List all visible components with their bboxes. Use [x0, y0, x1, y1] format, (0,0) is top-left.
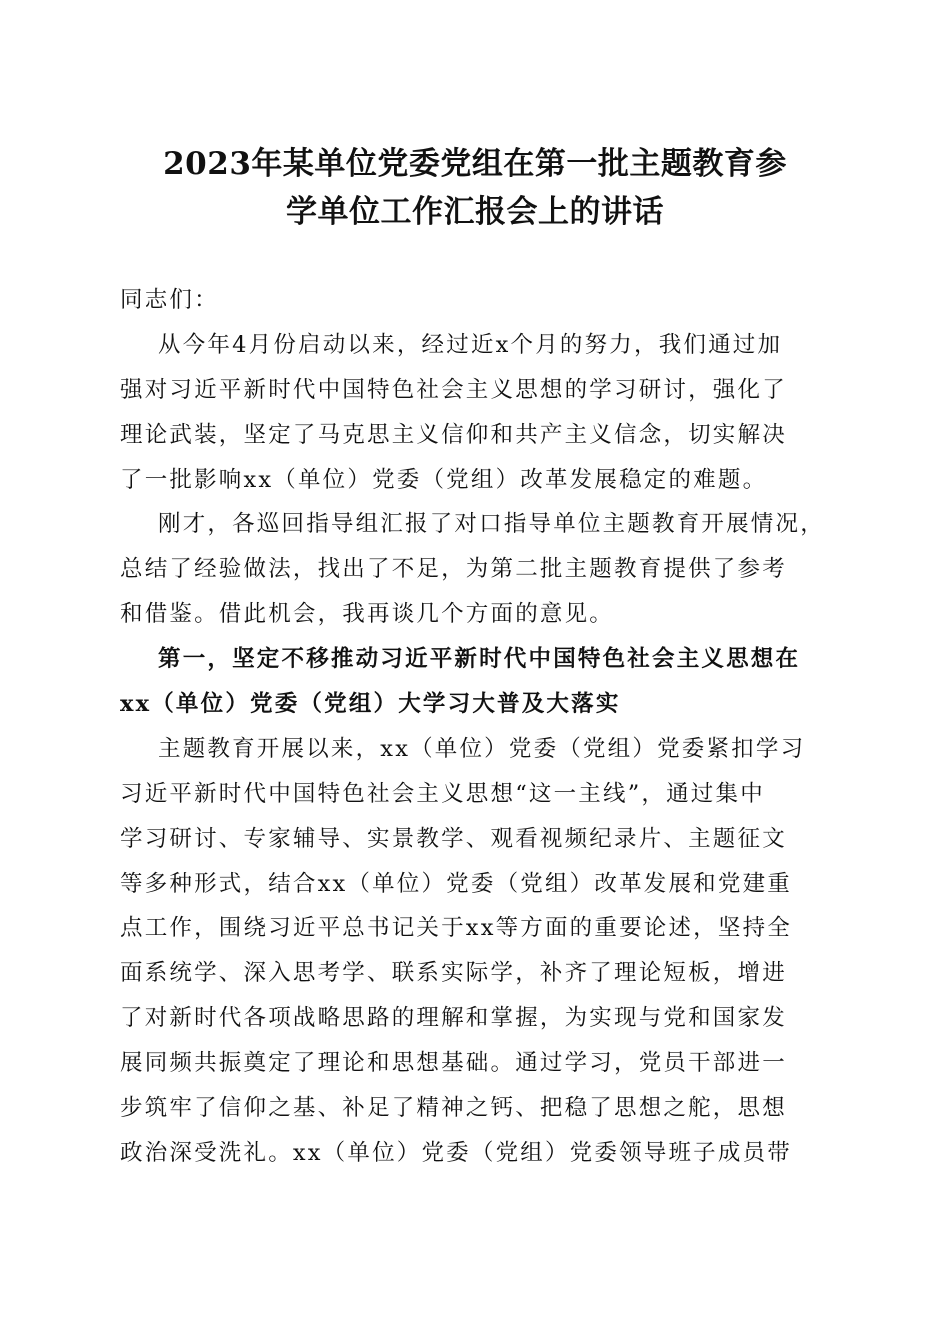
paragraph-2-line-2: 总结了经验做法，找出了不足，为第二批主题教育提供了参考 [120, 556, 787, 583]
paragraph-3-line-3: 学习研讨、专家辅导、实景教学、观看视频纪录片、主题征文 [120, 825, 787, 852]
salutation: 同志们： [120, 287, 219, 313]
section-heading-1-line-1: 第一，坚定不移推动习近平新时代中国特色社会主义思想在 [158, 646, 801, 673]
paragraph-3-line-9: 步筑牢了信仰之基、补足了精神之钙、把稳了思想之舵，思想 [120, 1095, 787, 1122]
paragraph-2-line-1: 刚才，各巡回指导组汇报了对口指导单位主题教育开展情况， [158, 511, 825, 538]
paragraph-1-line-2: 强对习近平新时代中国特色社会主义思想的学习研讨，强化了 [120, 376, 787, 403]
paragraph-3-line-2: 习近平新时代中国特色社会主义思想“这一主线”，通过集中 [120, 780, 765, 807]
paragraph-3-line-8: 展同频共振奠定了理论和思想基础。通过学习，党员干部进一 [120, 1050, 787, 1077]
paragraph-2-line-3: 和借鉴。借此机会，我再谈几个方面的意见。 [120, 601, 615, 628]
paragraph-3-line-6: 面系统学、深入思考学、联系实际学，补齐了理论短板，增进 [120, 960, 787, 987]
paragraph-3-line-4: 等多种形式，结合xx（单位）党委（党组）改革发展和党建重 [120, 870, 792, 897]
document-title [100, 140, 850, 236]
title-line-1: 2023年某单位党委党组在第一批主题教育参 [163, 146, 787, 182]
section-heading-1-line-2: xx（单位）党委（党组）大学习大普及大落实 [120, 691, 621, 718]
paragraph-1-line-1: 从今年4月份启动以来，经过近x个月的努力，我们通过加 [158, 331, 783, 358]
paragraph-3-line-7: 了对新时代各项战略思路的理解和掌握，为实现与党和国家发 [120, 1005, 787, 1032]
paragraph-3-line-1: 主题教育开展以来，xx（单位）党委（党组）党委紧扣学习 [158, 735, 806, 762]
paragraph-3-line-5: 点工作，围绕习近平总书记关于xx等方面的重要论述，坚持全 [120, 915, 792, 942]
document-body [120, 278, 830, 1176]
title-line-2: 学单位工作汇报会上的讲话 [286, 194, 664, 230]
paragraph-3-line-10: 政治深受洗礼。xx（单位）党委（党组）党委领导班子成员带 [120, 1139, 792, 1166]
paragraph-1-line-4: 了一批影响xx（单位）党委（党组）改革发展稳定的难题。 [120, 466, 768, 493]
paragraph-1-line-3: 理论武装，坚定了马克思主义信仰和共产主义信念，切实解决 [120, 421, 787, 448]
